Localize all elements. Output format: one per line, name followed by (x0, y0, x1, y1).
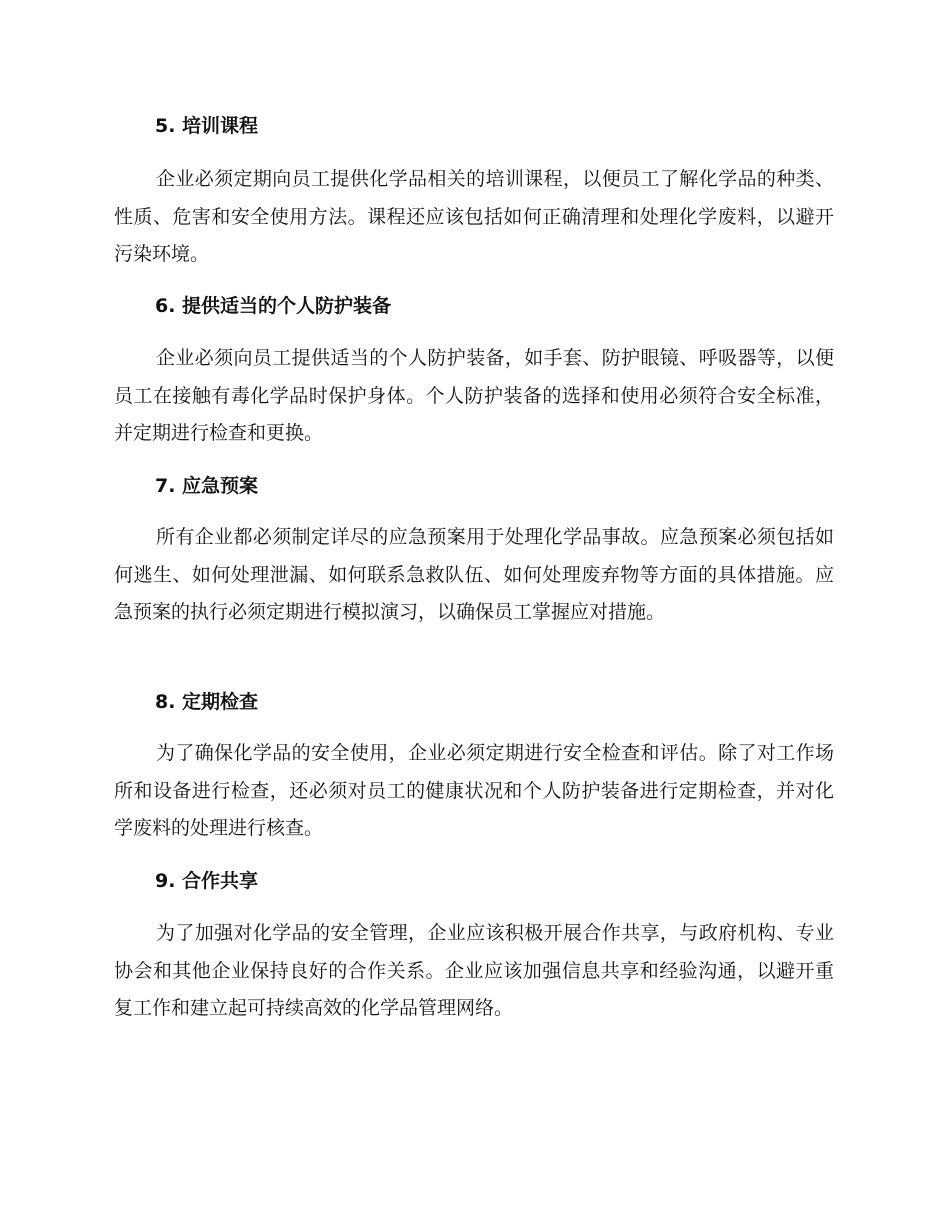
section-heading: 5. 培训课程 (155, 115, 259, 137)
section-paragraph: 企业必须定期向员工提供化学品相关的培训课程，以便员工了解化学品的种类、性质、危害和安全使用方法。课程还应该包括如何正确清理和处理化学废料，以避开污染环境。 (114, 168, 834, 265)
section-paragraph: 为了确保化学品的安全使用，企业必须定期进行安全检查和评估。除了对工作场所和设备进行检查，还必须对员工的健康状况和个人防护装备进行定期检查，并对化学废料的处理进行核查。 (114, 742, 834, 839)
section-heading: 9. 合作共享 (155, 870, 259, 892)
section-paragraph: 企业必须向员工提供适当的个人防护装备，如手套、防护眼镜、呼吸器等，以便员工在接触有毒化学品时保护身体。个人防护装备的选择和使用必须符合安全标准，并定期进行检查和更换。 (114, 347, 834, 444)
section-paragraph: 所有企业都必须制定详尽的应急预案用于处理化学品事故。应急预案必须包括如何逃生、如何处理泄漏、如何联系急救队伍、如何处理废弃物等方面的具体措施。应急预案的执行必须定期进行模拟演习，以确保员工掌握应对措施。 (114, 526, 834, 623)
section-heading: 8. 定期检查 (155, 691, 259, 713)
section-heading: 7. 应急预案 (155, 475, 259, 497)
section-heading: 6. 提供适当的个人防护装备 (155, 295, 392, 317)
section-paragraph: 为了加强对化学品的安全管理，企业应该积极开展合作共享，与政府机构、专业协会和其他企业保持良好的合作关系。企业应该加强信息共享和经验沟通，以避开重复工作和建立起可持续高效的化学品管理网络。 (114, 922, 834, 1019)
